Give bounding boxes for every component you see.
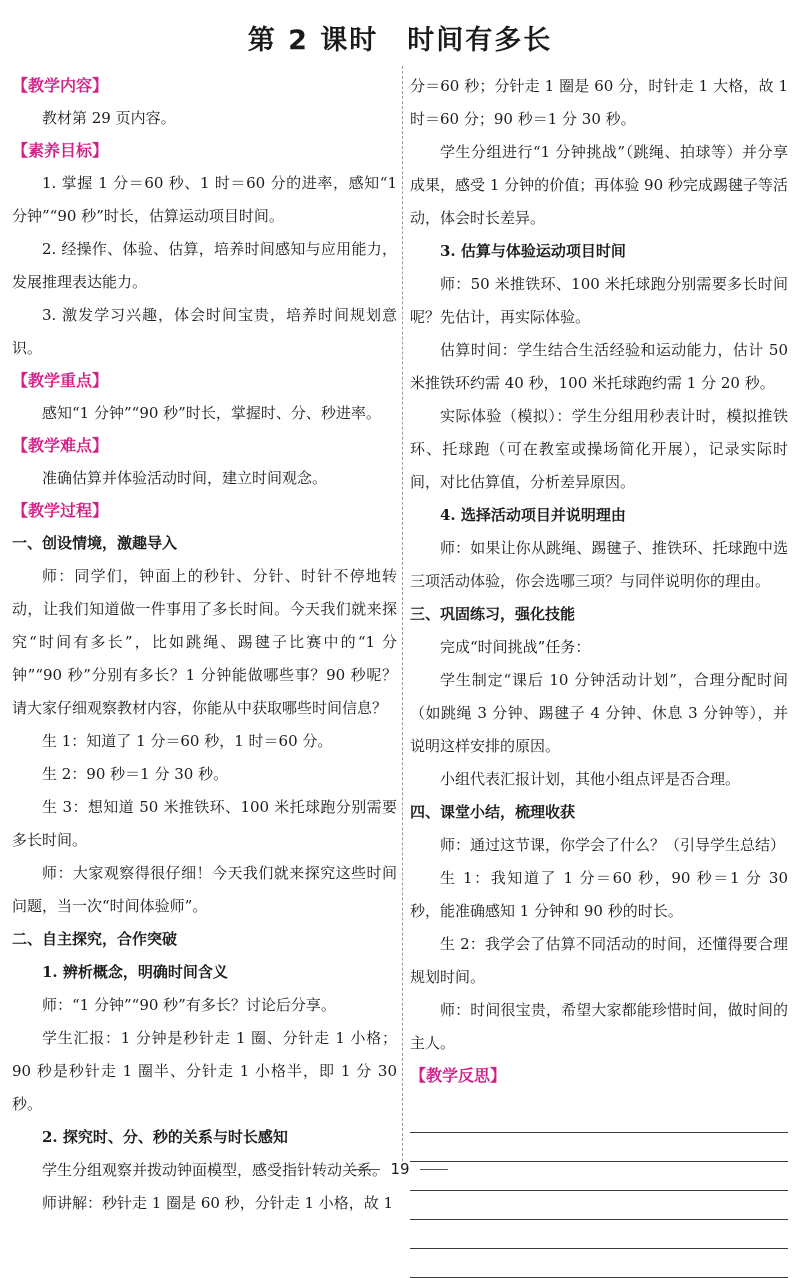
heading-reflection: 【教学反思】 xyxy=(410,1066,507,1085)
paragraph: 学生分组进行“1 分钟挑战”（跳绳、拍球等）并分享成果，感受 1 分钟的价值；再体验 90 秒完成踢毽子等活动，体会时长差异。 xyxy=(410,143,788,227)
page-number: 19 xyxy=(390,1160,410,1178)
paragraph: 完成“时间挑战”任务： xyxy=(440,638,591,656)
paragraph: 师：“1 分钟”“90 秒”有多长？讨论后分享。 xyxy=(42,996,336,1014)
heading-process: 【教学过程】 xyxy=(12,501,109,520)
paragraph: 生 1：我知道了 1 分＝60 秒，90 秒＝1 分 30 秒，能准确感知 1 分钟和 90 秒的时长。 xyxy=(410,869,788,920)
sub-heading: 3. 估算与体验运动项目时间 xyxy=(440,242,626,260)
paragraph: 小组代表汇报计划，其他小组点评是否合理。 xyxy=(440,770,741,788)
column-divider xyxy=(402,66,403,1161)
section-heading: 一、创设情境，激趣导入 xyxy=(12,534,178,552)
heading-teaching-content: 【教学内容】 xyxy=(12,76,109,95)
paragraph: 生 1：知道了 1 分＝60 秒，1 时＝60 分。 xyxy=(42,732,333,750)
paragraph: 学生汇报：1 分钟是秒针走 1 圈、分针走 1 小格；90 秒是秒针走 1 圈半、分针走 1 小格半，即 1 分 30 秒。 xyxy=(12,1029,397,1113)
paragraph: 师：时间很宝贵，希望大家都能珍惜时间，做时间的主人。 xyxy=(410,1001,788,1052)
writing-line[interactable] xyxy=(410,1220,788,1249)
left-column xyxy=(12,70,397,1220)
paragraph: 准确估算并体验活动时间，建立时间观念。 xyxy=(42,469,328,487)
page-title: 第 2 课时 时间有多长 xyxy=(247,25,553,56)
goal-item: 3. 激发学习兴趣，体会时间宝贵，培养时间规划意识。 xyxy=(12,306,397,357)
paragraph: 感知“1 分钟”“90 秒”时长，掌握时、分、秒进率。 xyxy=(42,404,381,422)
reflection-writing-lines xyxy=(410,1104,788,1278)
section-heading: 四、课堂小结，梳理收获 xyxy=(410,803,576,821)
paragraph-continued: 分＝60 秒；分针走 1 圈是 60 分，时针走 1 大格，故 1 时＝60 分；90 秒＝1 分 30 秒。 xyxy=(410,77,788,128)
paragraph: 学生分组观察并拨动钟面模型，感受指针转动关系。 xyxy=(42,1161,388,1179)
goal-item: 1. 掌握 1 分＝60 秒、1 时＝60 分的进率，感知“1 分钟”“90 秒”时长，估算运动项目时间。 xyxy=(12,174,397,225)
paragraph: 师：大家观察得很仔细！今天我们就来探究这些时间问题，当一次“时间体验师”。 xyxy=(12,864,397,915)
heading-key-points: 【教学重点】 xyxy=(12,371,109,390)
footer-dash xyxy=(352,1169,380,1170)
heading-difficulties: 【教学难点】 xyxy=(12,436,109,455)
sub-heading: 1. 辨析概念，明确时间含义 xyxy=(42,963,228,981)
paragraph: 师：同学们，钟面上的秒针、分针、时针不停地转动，让我们知道做一件事用了多长时间。今天我们就来探究“时间有多长”，比如跳绳、踢毽子比赛中的“1 分钟”“90 秒”分别有多长？1 分钟能做哪些事？90 秒呢？请大家仔细观察教材内容，你能从中获取哪些时间信息？ xyxy=(12,567,397,717)
paragraph: 实际体验（模拟）：学生分组用秒表计时，模拟推铁环、托球跑（可在教室或操场简化开展），记录实际时间，对比估算值，分析差异原因。 xyxy=(410,407,788,491)
heading-goals: 【素养目标】 xyxy=(12,141,109,160)
section-heading: 二、自主探究，合作突破 xyxy=(12,930,178,948)
section-heading: 三、巩固练习，强化技能 xyxy=(410,605,576,623)
paragraph: 教材第 29 页内容。 xyxy=(42,109,176,127)
writing-line[interactable] xyxy=(410,1249,788,1278)
paragraph: 学生制定“课后 10 分钟活动计划”，合理分配时间（如跳绳 3 分钟、踢毽子 4 分钟、休息 3 分钟等），并说明这样安排的原因。 xyxy=(410,671,788,755)
goal-item: 2. 经操作、体验、估算，培养时间感知与应用能力，发展推理表达能力。 xyxy=(12,240,397,291)
writing-line[interactable] xyxy=(410,1104,788,1133)
page-footer xyxy=(0,1160,800,1178)
paragraph: 师：50 米推铁环、100 米托球跑分别需要多长时间呢？先估计，再实际体验。 xyxy=(410,275,788,326)
footer-dash xyxy=(420,1169,448,1170)
paragraph: 生 2：我学会了估算不同活动的时间，还懂得要合理规划时间。 xyxy=(410,935,788,986)
writing-line[interactable] xyxy=(410,1191,788,1220)
paragraph: 生 2：90 秒＝1 分 30 秒。 xyxy=(42,765,229,783)
sub-heading: 2. 探究时、分、秒的关系与时长感知 xyxy=(42,1128,288,1146)
paragraph: 估算时间：学生结合生活经验和运动能力，估计 50 米推铁环约需 40 秒，100 米托球跑约需 1 分 20 秒。 xyxy=(410,341,788,392)
writing-line[interactable] xyxy=(410,1133,788,1162)
paragraph: 师讲解：秒针走 1 圈是 60 秒，分针走 1 小格，故 1 xyxy=(42,1194,394,1212)
paragraph: 生 3：想知道 50 米推铁环、100 米托球跑分别需要多长时间。 xyxy=(12,798,397,849)
paragraph: 师：通过这节课，你学会了什么？（引导学生总结） xyxy=(440,836,786,854)
sub-heading: 4. 选择活动项目并说明理由 xyxy=(440,506,626,524)
paragraph: 师：如果让你从跳绳、踢毽子、推铁环、托球跑中选三项活动体验，你会选哪三项？与同伴说明你的理由。 xyxy=(410,539,788,590)
right-column xyxy=(410,70,788,1278)
